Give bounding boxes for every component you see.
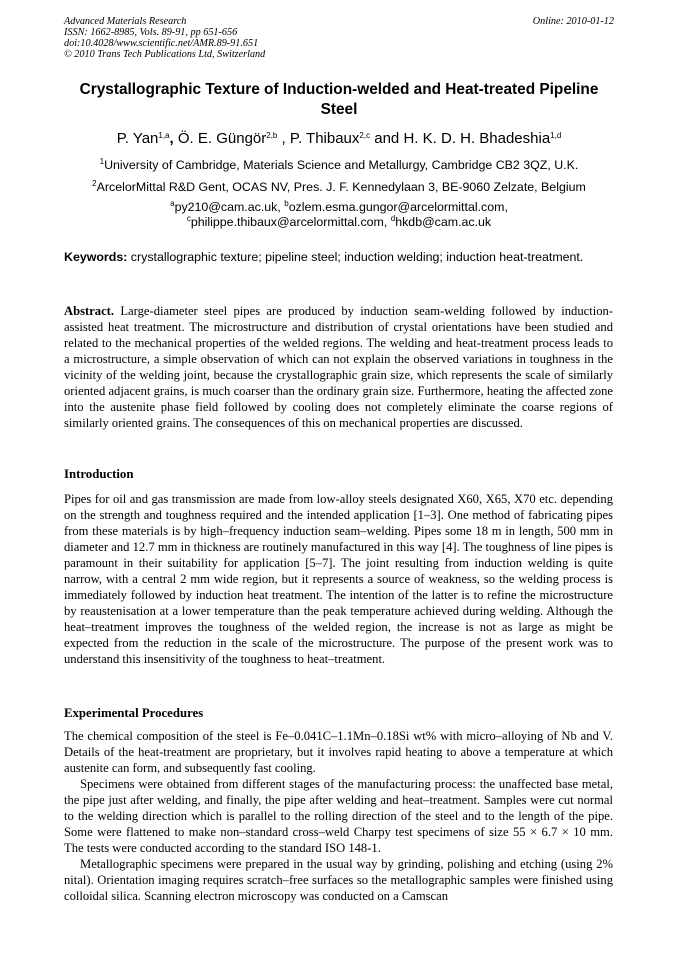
email-b: ozlem.esma.gungor@arcelormittal.com, <box>288 200 508 214</box>
author-emails <box>64 200 614 230</box>
author-name: Ö. E. Güngör <box>177 130 267 147</box>
journal-name: Advanced Materials Research <box>64 16 187 27</box>
abstract <box>64 303 613 431</box>
copyright-line: © 2010 Trans Tech Publications Ltd, Switzerland <box>64 49 266 60</box>
email-c: philippe.thibaux@arcelormittal.com, <box>190 215 391 229</box>
experimental-paragraph: Metallographic specimens were prepared in the usual way by grinding, polishing and etching (using 2% nital). Orientation imaging requires scratch–free surfaces so the metallographic samples were finished using colloidal silica. Scanning electron microscopy was conducted on a Camscan <box>64 857 613 903</box>
email-a: py210@cam.ac.uk, <box>174 200 285 214</box>
affiliation-text: University of Cambridge, Materials Science and Metallurgy, Cambridge CB2 3QZ, U.K. <box>104 158 579 172</box>
keywords <box>64 250 616 265</box>
author-list <box>64 130 614 148</box>
author-name: H. K. D. H. Bhadeshia <box>403 130 551 147</box>
abstract-label: Abstract. <box>64 304 115 318</box>
paper-title: Crystallographic Texture of Induction-welded and Heat-treated Pipeline Steel <box>79 81 599 118</box>
affiliation-1 <box>64 158 614 173</box>
journal-header <box>64 16 484 60</box>
section-heading-experimental: Experimental Procedures <box>64 706 204 720</box>
affiliation-number: 2 <box>92 179 97 188</box>
author-affiliation-mark: 2,c <box>359 131 371 140</box>
author-separator: , <box>277 130 290 147</box>
experimental-paragraph: Specimens were obtained from different stages of the manufacturing process: the unaffected base metal, the pipe just after welding, and finally, the pipe after welding and heat–treatment. Samples were cut normal to the welding direction which is parallel to the rolling direction of the steel and to the length of the pipe. Some were flattened to make non–standard cross–weld Charpy test specimens of size 55 × 6.7 × 10 mm. The tests were conducted according to the standard ISO 148-1. <box>64 777 613 855</box>
email-mark: c <box>186 214 191 223</box>
introduction-body <box>64 491 613 667</box>
author-name: P. Thibaux <box>289 130 360 147</box>
affiliation-number: 1 <box>99 157 105 166</box>
author-name: P. Yan <box>116 130 159 147</box>
keywords-text: crystallographic texture; pipeline steel; induction welding; induction heat-treatment. <box>127 250 584 264</box>
introduction-paragraph: Pipes for oil and gas transmission are made from low-alloy steels designated X60, X65, X70 etc. depending on the strength and toughness required and the intended application [1–3]. One method of fabricating pipes from these materials is by high–frequency induction seam–welding. Pipes some 18 m in length, 500 mm in diameter and 12.7 mm in thickness are routinely manufactured in this way [4]. The toughness of line pipes is paramount in their suitability for application [5–7]. The joint resulting from induction welding is quite narrow, with a central 2 mm wide region, but it represents a source of weakness, so the welding process is immediately followed by induction heat treatment. The intention of the latter is to refine the microstructure by reaustenisation at a lower temperature than the peak temperature achieved during welding. Although the heat–treatment improves the toughness of the welded region, the increase is not as large as might be expected from the reduction in the scale of the microstructure. The purpose of the present work was to understand this insensitivity of the toughness to heat–treatment. <box>64 492 613 666</box>
issn-line: ISSN: 1662-8985, Vols. 89-91, pp 651-656 <box>64 27 238 38</box>
author-separator: and <box>370 130 404 147</box>
author-affiliation-mark: 2,b <box>266 131 278 140</box>
affiliation-2 <box>64 180 614 195</box>
email-mark: d <box>390 214 396 223</box>
author-affiliation-mark: 1,a <box>158 131 170 140</box>
email-d: hkdb@cam.ac.uk <box>395 215 492 229</box>
keywords-label: Keywords: <box>64 250 128 264</box>
email-mark: b <box>284 199 289 208</box>
online-date: Online: 2010-01-12 <box>532 16 614 27</box>
author-affiliation-mark: 1,d <box>550 131 562 140</box>
section-heading-introduction: Introduction <box>64 467 134 481</box>
experimental-body <box>64 728 613 904</box>
author-separator: , <box>169 130 178 147</box>
affiliation-text: ArcelorMittal R&D Gent, OCAS NV, Pres. J. F. Kennedylaan 3, BE-9060 Zelzate, Belgium <box>96 180 586 194</box>
doi-line: doi:10.4028/www.scientific.net/AMR.89-91.651 <box>64 38 259 49</box>
email-mark: a <box>170 199 175 208</box>
abstract-text: Large-diameter steel pipes are produced by induction seam-welding followed by induction-assisted heat treatment. The microstructure and distribution of crystal orientations have been studied and related to the mechanical properties of the welded regions. The welding and heat-treatment process leads to a microstructure, a simple observation of which can not explain the observed variations in toughness in the vicinity of the welding joint, because the crystallographic grain size, which represents the scale of similarly oriented adjacent grains, is much coarser than the ordinary grain size. Furthermore, heating the affected zone into the austenite phase field followed by cooling does not completely eliminate the coarse regions of similarly oriented grains. The consequences of this on mechanical properties are discussed. <box>64 304 613 430</box>
experimental-paragraph: The chemical composition of the steel is Fe–0.041C–1.1Mn–0.18Si wt% with micro–alloying of Nb and V. Details of the heat-treatment are proprietary, but it involves rapid heating to above a temperature at which austenite can form, and subsequently fast cooling. <box>64 729 613 775</box>
